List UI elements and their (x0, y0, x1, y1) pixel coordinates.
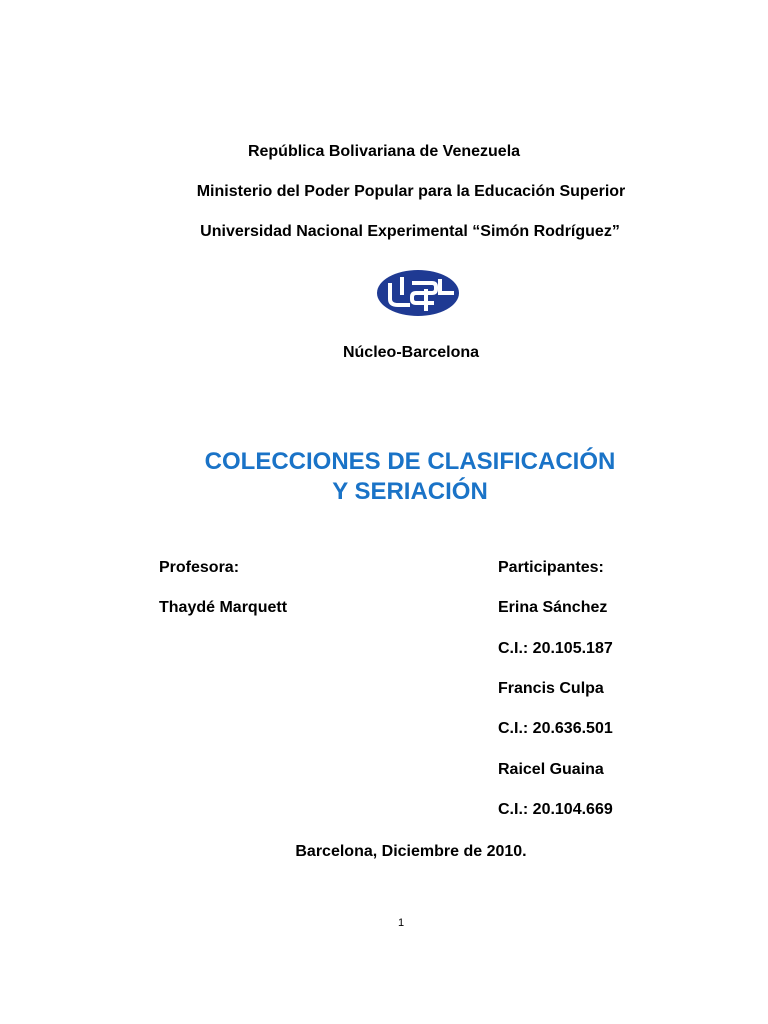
ministry-heading: Ministerio del Poder Popular para la Educación Superior (196, 183, 626, 200)
participant-name: Raicel Guaina (498, 761, 604, 778)
document-title-line-2: Y SERIACIÓN (332, 478, 488, 505)
professor-name: Thaydé Marquett (159, 599, 288, 616)
participant-id: C.I.: 20.105.187 (498, 640, 613, 657)
professor-label: Profesora: (159, 559, 240, 576)
participants-label: Participantes: (498, 559, 604, 576)
participant-name: Francis Culpa (498, 680, 604, 697)
campus-heading: Núcleo-Barcelona (342, 344, 480, 361)
page-number: 1 (397, 917, 405, 929)
place-date: Barcelona, Diciembre de 2010. (295, 843, 527, 860)
participant-name: Erina Sánchez (498, 599, 608, 616)
university-heading: Universidad Nacional Experimental “Simón Rodríguez” (200, 223, 620, 240)
participant-id: C.I.: 20.104.669 (498, 801, 613, 818)
country-heading: República Bolivariana de Venezuela (247, 143, 521, 160)
participant-id: C.I.: 20.636.501 (498, 720, 613, 737)
unesr-logo-icon (376, 269, 460, 317)
document-title-line-1: COLECCIONES DE CLASIFICACIÓN (204, 448, 616, 475)
